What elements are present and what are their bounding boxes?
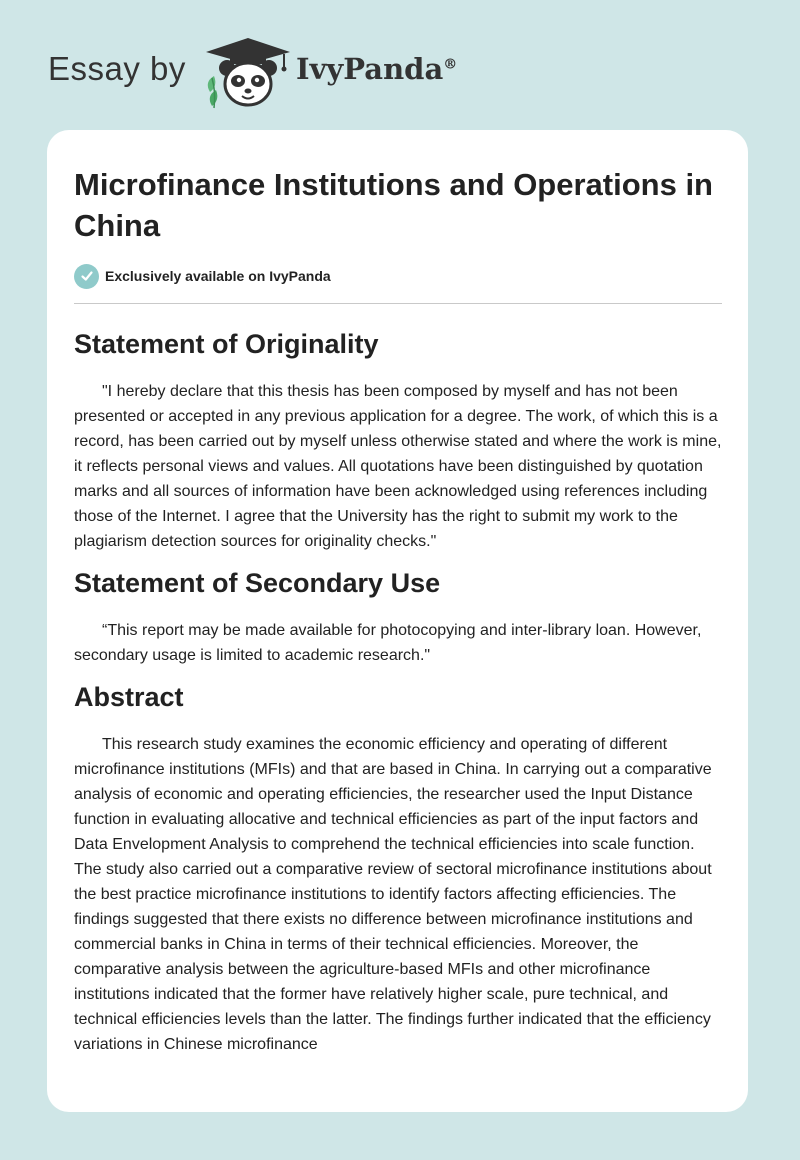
badge-text: Exclusively available on IvyPanda: [105, 268, 331, 284]
section-heading-originality: Statement of Originality: [74, 329, 379, 359]
essay-content: [74, 327, 724, 1057]
checkmark-icon: [74, 264, 99, 289]
divider: [74, 303, 722, 304]
essay-card: [47, 130, 748, 1112]
page-title: Microfinance Institutions and Operations in China: [74, 167, 713, 243]
section-heading-abstract: Abstract: [74, 682, 184, 712]
essay-by-label: Essay by: [48, 50, 186, 87]
panda-logo-icon[interactable]: [200, 34, 296, 110]
section-text-secondary-use: “This report may be made available for photocopying and inter-library loan. However, secondary usage is limited to academic research.": [74, 622, 702, 664]
section-heading-secondary-use: Statement of Secondary Use: [74, 568, 441, 598]
section-text-abstract: This research study examines the economic efficiency and operating of different microfinance institutions (MFIs) and that are based in China. In carrying out a comparative analysis of economic and operating efficiencies, the researcher used the Input Distance function in evaluating allocative and technical efficiencies as part of the input factors and Data Envelopment Analysis to comprehend the technical efficiencies into scale function. The study also carried out a comparative review of sectoral microfinance institutions about the best practice microfinance institutions to identify factors affecting efficiencies. The findings suggested that there exists no difference between microfinance institutions and commercial banks in China in terms of their technical efficiencies. Moreover, the comparative analysis between the agriculture-based MFIs and other microfinance institutions indicated that the former have relatively higher scale, pure technical, and technical efficiencies levels than the latter. The findings further indicated that the efficiency variations in Chinese microfinance: [74, 736, 712, 1053]
site-header: [0, 0, 800, 130]
trademark-symbol: ®: [443, 56, 458, 73]
brand-name[interactable]: IvyPanda®: [296, 52, 458, 86]
exclusive-badge: [74, 263, 331, 289]
section-text-originality: "I hereby declare that this thesis has been composed by myself and has not been presented or accepted in any previous application for a degree. The work, of which this is a record, has been carried out by myself unless otherwise stated and where the work is mine, it reflects personal views and values. All quotations have been distinguished by quotation marks and all sources of information have been acknowledged using references including those of the Internet. I agree that the University has the right to submit my work to the plagiarism detection sources for originality checks.": [74, 383, 722, 550]
